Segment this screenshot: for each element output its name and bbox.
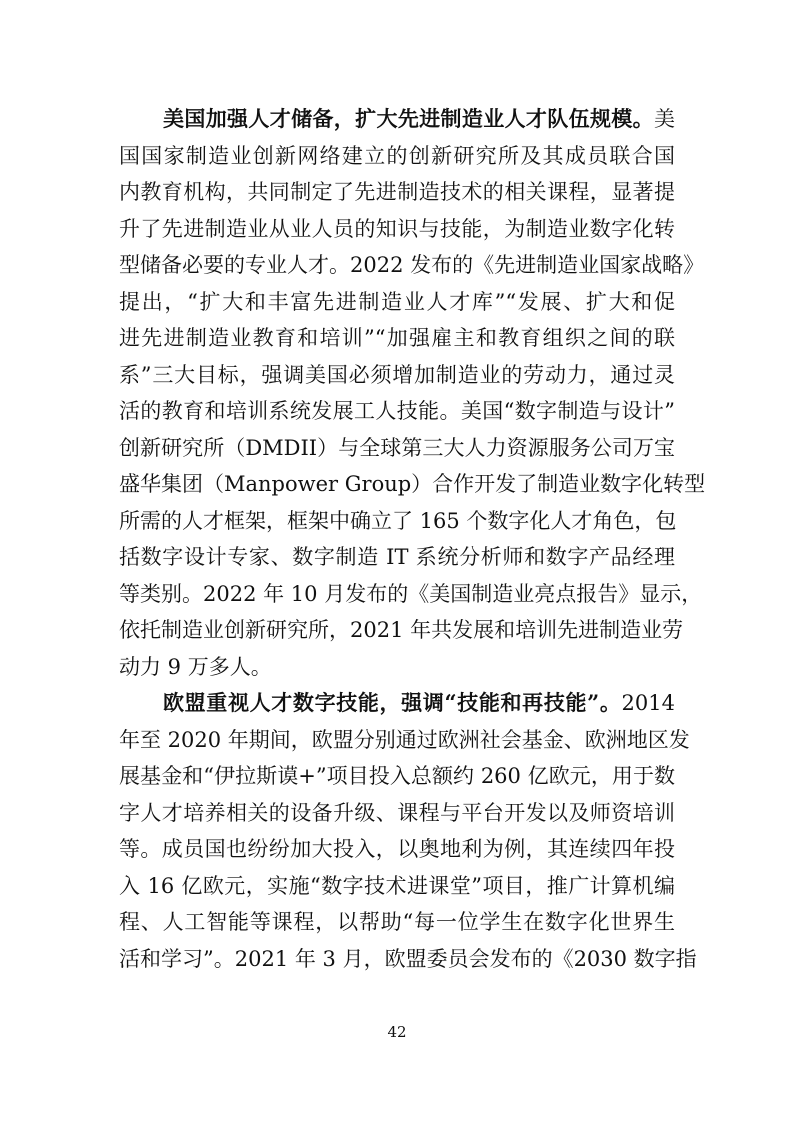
text-line: 动力 9 万多人。 xyxy=(119,654,272,679)
text-line: 入 16 亿欧元，实施“数字技术进课堂”项目，推广计算机编 xyxy=(119,873,675,898)
text-line: 盛华集团（Manpower Group）合作开发了制造业数字化转型 xyxy=(119,472,706,496)
text-line: 等类别。2022 年 10 月发布的《美国制造业亮点报告》显示， xyxy=(119,581,703,606)
line-text: 2014 xyxy=(621,691,675,715)
paragraph-lead: 美国加强人才储备，扩大先进制造业人才队伍规模。 xyxy=(163,106,654,131)
text-line: 程、人工智能等课程，以帮助“每一位学生在数字化世界生 xyxy=(119,910,675,934)
text-line: 年至 2020 年期间，欧盟分别通过欧洲社会基金、欧洲地区发 xyxy=(119,727,690,752)
text-line: 系”三大目标，强调美国必须增加制造业的劳动力，通过灵 xyxy=(119,362,675,387)
text-line: 创新研究所（DMDII）与全球第三大人力资源服务公司万宝 xyxy=(119,435,675,460)
text-line: 活的教育和培训系统发展工人技能。美国“数字制造与设计” xyxy=(119,399,675,423)
text-line xyxy=(119,685,675,722)
text-line xyxy=(119,101,675,138)
document-body xyxy=(119,101,706,977)
text-line: 展基金和“伊拉斯谟+”项目投入总额约 260 亿欧元，用于数 xyxy=(119,764,675,788)
text-line: 提出，“扩大和丰富先进制造业人才库”“发展、扩大和促 xyxy=(119,289,675,314)
paragraph-us-talent xyxy=(119,101,706,685)
text-line: 依托制造业创新研究所，2021 年共发展和培训先进制造业劳 xyxy=(119,618,684,642)
text-line: 升了先进制造业从业人员的知识与技能，为制造业数字化转 xyxy=(119,216,675,241)
text-line: 型储备必要的专业人才。2022 发布的《先进制造业国家战略》 xyxy=(119,253,705,277)
text-line: 进先进制造业教育和培训”“加强雇主和教育组织之间的联 xyxy=(119,326,675,350)
text-line: 国国家制造业创新网络建立的创新研究所及其成员联合国 xyxy=(119,143,675,168)
paragraph-lead: 欧盟重视人才数字技能，强调“技能和再技能”。 xyxy=(163,690,622,715)
text-line: 等。成员国也纷纷加大投入，以奥地利为例，其连续四年投 xyxy=(119,837,675,861)
line-text: 美 xyxy=(654,107,675,131)
page-number: 42 xyxy=(387,1023,407,1041)
text-line: 括数字设计专家、数字制造 IT 系统分析师和数字产品经理 xyxy=(119,545,675,569)
paragraph-eu-skills xyxy=(119,685,697,977)
text-line: 内教育机构，共同制定了先进制造技术的相关课程，显著提 xyxy=(119,180,675,204)
text-line: 字人才培养相关的设备升级、课程与平台开发以及师资培训 xyxy=(119,800,675,825)
text-line: 所需的人才框架，框架中确立了 165 个数字化人才角色，包 xyxy=(119,508,677,533)
text-line: 活和学习”。2021 年 3 月，欧盟委员会发布的《2030 数字指 xyxy=(119,946,697,971)
